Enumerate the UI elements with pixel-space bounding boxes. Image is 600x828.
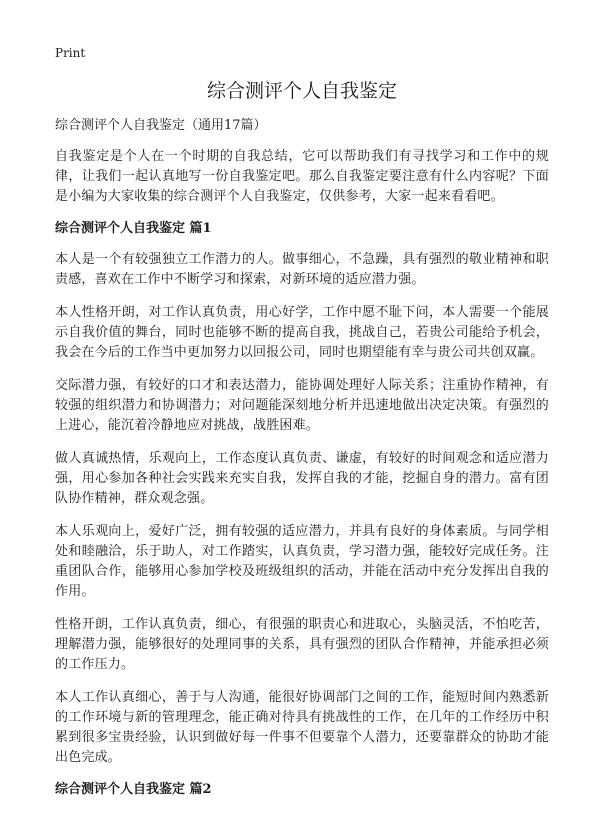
document-subtitle: 综合测评个人自我鉴定（通用17篇） bbox=[55, 118, 267, 133]
paragraph: 性格开朗，工作认真负责，细心，有很强的职责心和进取心，头脑灵活，不怕吃苦，理解潜力强，能够很好的处理同事的关系，具有强烈的团队合作精神，并能承担必须的工作压力。 bbox=[55, 617, 549, 672]
paragraph: 做人真诚热情，乐观向上，工作态度认真负责、谦虚，有较好的时间观念和适应潜力强，用心参加各种社会实践来充实自我，发挥自我的才能，挖掘自身的潜力。富有团队协作精神，群众观念强。 bbox=[55, 451, 549, 506]
paragraph: 本人工作认真细心，善于与人沟通，能很好协调部门之间的工作，能短时间内熟悉新的工作环境与新的管理理念，能正确对待具有挑战性的工作，在几年的工作经历中积累到很多宝贵经验，认识到做好每一件事不但要靠个人潜力，还要靠群众的协助才能出色完成。 bbox=[55, 690, 549, 765]
print-link[interactable]: Print bbox=[55, 46, 86, 60]
section-heading-1: 综合测评个人自我鉴定 篇1 bbox=[55, 221, 212, 236]
paragraph: 本人乐观向上，爱好广泛，拥有较强的适应潜力，并具有良好的身体素质。与同学相处和睦融洽，乐于助人，对工作踏实，认真负责，学习潜力强，能较好完成任务。注重团队合作，能够用心参加学校及班级组织的活动，并能在活动中充分发挥出自我的作用。 bbox=[55, 524, 549, 599]
paragraph: 本人性格开朗，对工作认真负责，用心好学，工作中愿不耻下问，本人需要一个能展示自我价值的舞台，同时也能够不断的提高自我，挑战自己，若贵公司能给予机会，我会在今后的工作当中更加努力以回报公司，同时也期望能有幸与贵公司共创双赢。 bbox=[55, 305, 549, 360]
page-title: 综合测评个人自我鉴定 bbox=[206, 80, 397, 102]
intro-paragraph: 自我鉴定是个人在一个时期的自我总结，它可以帮助我们有寻找学习和工作中的规律，让我们一起认真地写一份自我鉴定吧。那么自我鉴定要注意有什么内容呢？下面是小编为大家收集的综合测评个人自我鉴定，仅供参考，大家一起来看看吧。 bbox=[55, 149, 549, 204]
paragraph: 本人是一个有较强独立工作潜力的人。做事细心，不急躁，具有强烈的敬业精神和职责感，喜欢在工作中不断学习和探索，对新环境的适应潜力强。 bbox=[55, 252, 549, 287]
paragraph: 交际潜力强，有较好的口才和表达潜力，能协调处理好人际关系；注重协作精神，有较强的组织潜力和协调潜力；对问题能深刻地分析并迅速地做出决定决策。有强烈的上进心，能沉着冷静地应对挑战，战胜困难。 bbox=[55, 378, 549, 433]
section-heading-2: 综合测评个人自我鉴定 篇2 bbox=[55, 782, 212, 797]
